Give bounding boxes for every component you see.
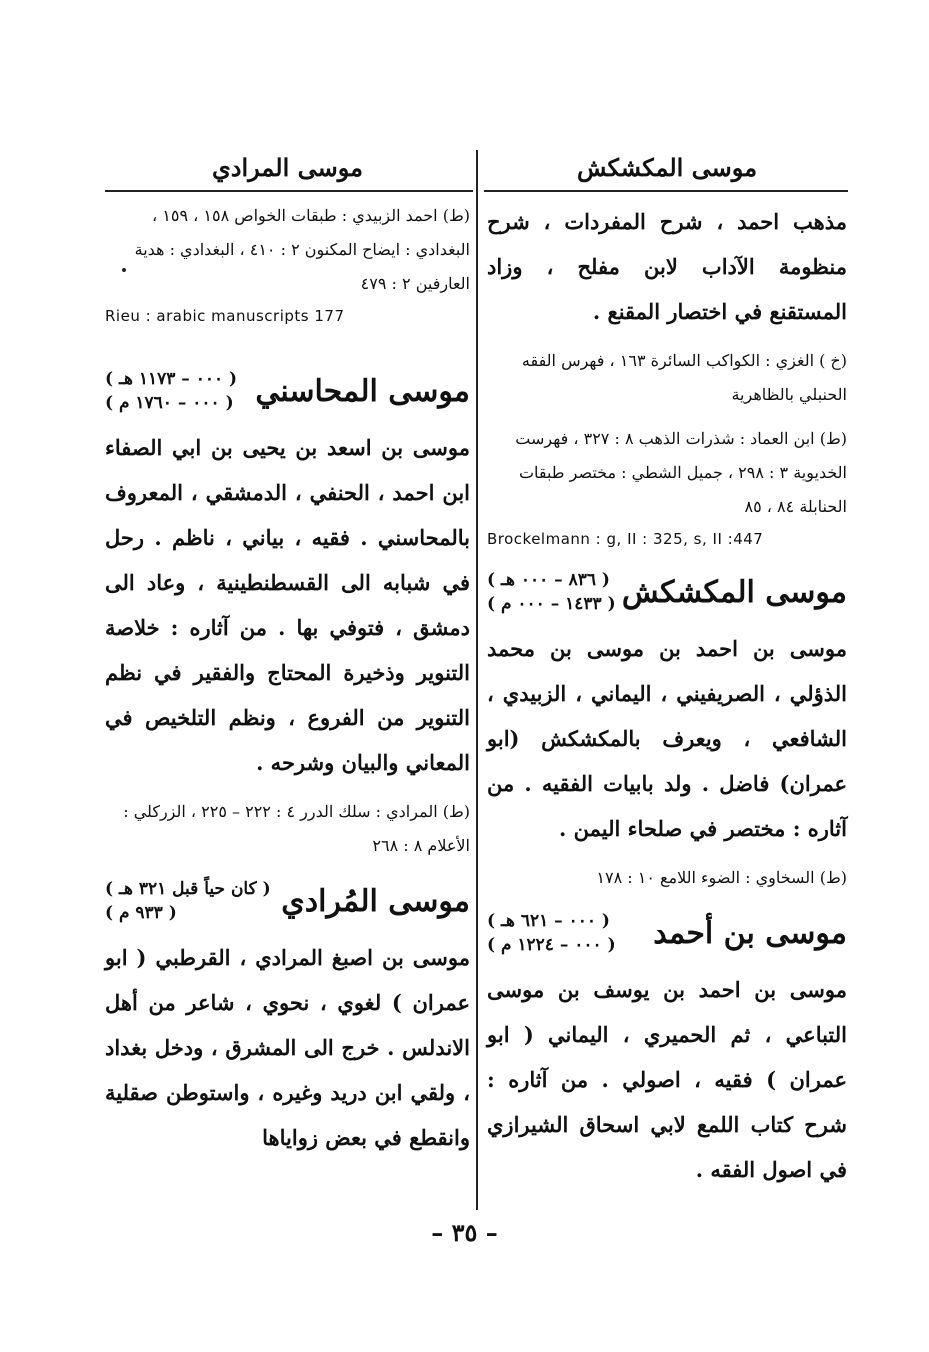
entry-heading-muradi (105, 877, 470, 925)
entry-dates (487, 568, 616, 616)
entry-ref: (ط) السخاوي : الضوء اللامع ١٠ : ١٧٨ (596, 868, 847, 887)
right-intro-text: مذهب احمد ، شرح المفردات ، شرح منظومة الآداب لابن مفلح ، وزاد المستقنع في اختصار المقنع . (487, 209, 847, 324)
right-column (487, 145, 847, 1192)
left-ref-top: (ط) احمد الزبيدي : طبقات الخواص ١٥٨ ، ١٥٩ ، البغدادي : ايضاح المكنون ٢ : ٤١٠ ، البغدادي : هدية العارفين ٢ : ٤٧٩ (134, 206, 470, 293)
left-column-title: موسى المرادي (212, 153, 363, 182)
entry-dates (105, 367, 237, 415)
entry-body: موسى بن اسعد بن يحيى بن ابي الصفاء ابن احمد ، الحنفي ، الدمشقي ، المعروف بالمحاسني . فقيه ، بياني ، ناظم . رحل في شبابه الى القسطنطينية ، وعاد الى دمشق ، فتوفي بها . من آثاره : خلاصة التنوير وذخيرة المحتاج والفقير في نظم التنوير من الفروع ، ونظم التلخيص في المعاني والبيان وشرحه . (105, 435, 470, 775)
entry-body: موسى بن احمد بن يوسف بن موسى التباعي ، ثم الحميري ، اليماني ( ابو عمران ) فقيه ، اصولي . من آثاره : شرح كتاب اللمع لابي اسحاق الشيرازي في اصول الفقه . (487, 977, 847, 1182)
column-divider (476, 150, 478, 1210)
right-column-title: موسى المكشكش (576, 153, 758, 182)
right-ref-2: (ط) ابن العماد : شذرات الذهب ٨ : ٣٢٧ ، فهرست الخديوية ٣ : ٢٩٨ ، جميل الشطي : مختصر طبقات الحنابلة ٨٤ ، ٨٥ (515, 429, 847, 516)
date-hijri: ( ٠٠٠ – ١١٧٣ هـ ) (105, 369, 238, 389)
page-number: – ٣٥ – (431, 1218, 498, 1247)
entry-name: موسى المكشكش (621, 574, 847, 610)
date-hijri: ( كان حياً قبل ٣٢١ هـ ) (105, 879, 271, 899)
right-latin-ref: Brockelmann : g, II : 325, s, II :447 (487, 530, 764, 548)
entry-heading-ibn-ahmad (487, 909, 847, 957)
entry-dates (105, 877, 271, 925)
entry-name: موسى المُرادي (281, 883, 470, 919)
entry-name: موسى بن أحمد (653, 915, 847, 951)
date-gregorian: ( ٠٠٠ – ١٧٦٠ م ) (105, 393, 234, 413)
right-ref-1: (خ ) الغزي : الكواكب السائرة ١٦٣ ، فهرس الفقه الحنبلي بالظاهرية (521, 351, 847, 404)
left-latin-ref: Rieu : arabic manuscripts 177 (105, 307, 345, 325)
date-gregorian: ( ٩٣٣ م ) (105, 903, 177, 923)
entry-dates (487, 909, 616, 957)
entry-name: موسى المحاسني (255, 373, 470, 409)
date-gregorian: ( ١٤٣٣ – ٠٠٠ م ) (487, 594, 616, 614)
date-hijri: ( ٨٣٦ – ٠٠٠ هـ ) (487, 570, 610, 590)
entry-heading-mukashkish (487, 568, 847, 616)
date-gregorian: ( ٠٠٠ – ١٢٢٤ م ) (487, 935, 616, 955)
entry-heading-mahasini (105, 367, 470, 415)
left-column (105, 145, 470, 1160)
entry-ref: (ط) المرادي : سلك الدرر ٤ : ٢٢٢ – ٢٢٥ ، الزركلي : الأعلام ٨ : ٢٦٨ (123, 802, 470, 855)
date-hijri: ( ٠٠٠ – ٦٢١ هـ ) (487, 911, 610, 931)
entry-body: موسى بن احمد بن موسى بن محمد الذؤلي ، الصريفيني ، اليماني ، الزبيدي ، الشافعي ، ويعرف بالمكشكش (ابو عمران) فاضل . ولد بابيات الفقيه . من آثاره : مختصر في صلحاء اليمن . (487, 636, 847, 841)
entry-body: موسى بن اصبغ المرادي ، القرطبي ( ابو عمران ) لغوي ، نحوي ، شاعر من أهل الاندلس . خرج الى المشرق ، ودخل بغداد ، ولقي ابن دريد وغيره ، واستوطن صقلية وانقطع في بعض زواياها (105, 945, 470, 1150)
